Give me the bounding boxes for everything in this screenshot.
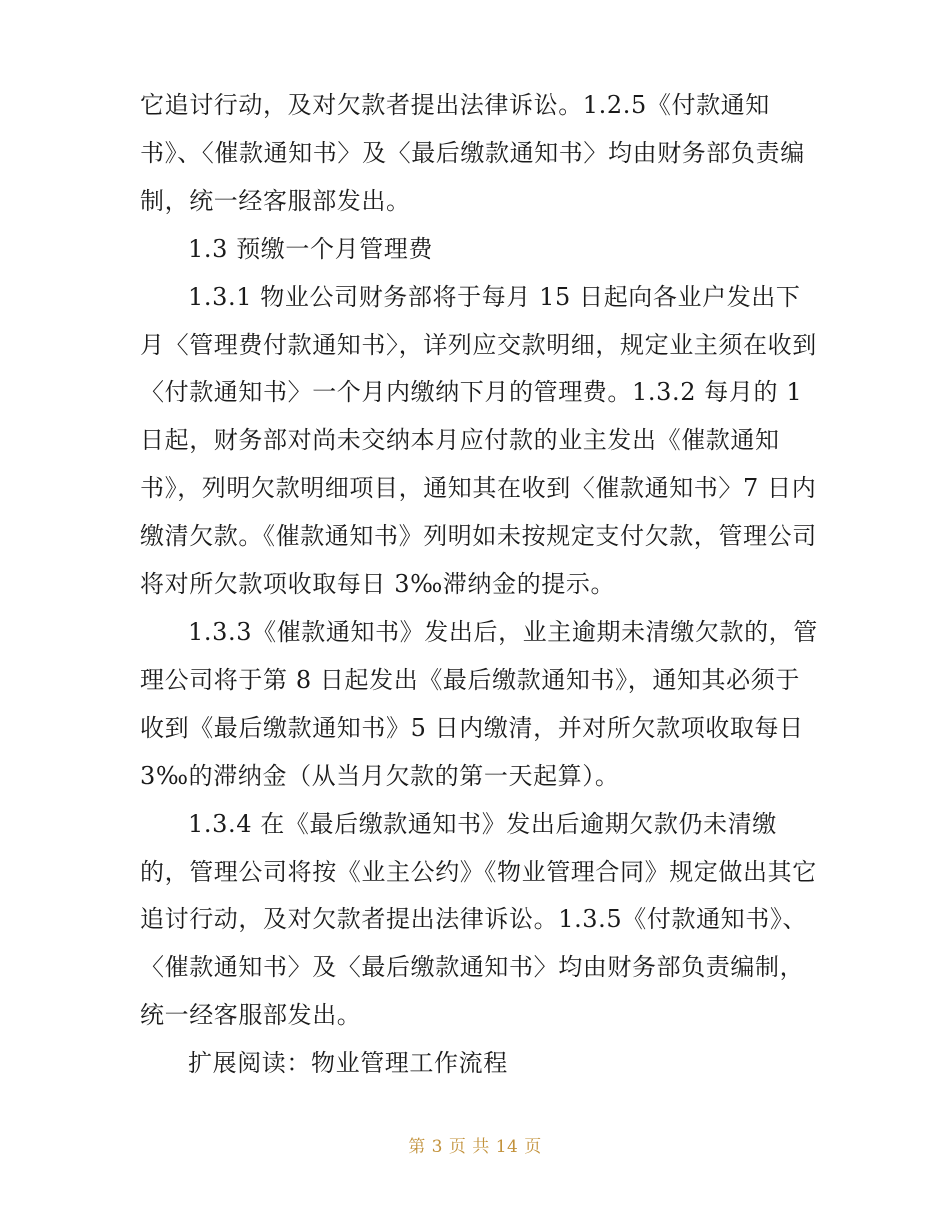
paragraph-1-3-3: 1.3.3《催款通知书》发出后，业主逾期未清缴欠款的，管理公司将于第 8 日起发出《最后缴款通知书》，通知其必须于收到《最后缴款通知书》5 日内缴清，并对所欠款项收取每日 3‰的滞纳金（从当月欠款的第一天起算）。 — [140, 617, 818, 790]
paragraph-continuation: 它追讨行动，及对欠款者提出法律诉讼。1.2.5《付款通知书》、〈催款通知书〉及〈最后缴款通知书〉均由财务部负责编制，统一经客服部发出。 — [140, 91, 805, 215]
paragraph-1-3-4: 1.3.4 在《最后缴款通知书》发出后逾期欠款仍未清缴的，管理公司将按《业主公约》《物业管理合同》规定做出其它追讨行动，及对欠款者提出法律诉讼。1.3.5《付款通知书》、〈催款通知书〉及〈最后缴款通知书〉均由财务部负责编制，统一经客服部发出。 — [140, 809, 817, 1030]
extended-reading-line: 扩展阅读：物业管理工作流程 — [188, 1049, 508, 1078]
paragraph-1-3-1: 1.3.1 物业公司财务部将于每月 15 日起向各业户发出下月〈管理费付款通知书〉，详列应交款明细，规定业主须在收到〈付款通知书〉一个月内缴纳下月的管理费。1.3.2 每月的 1 日起，财务部对尚未交纳本月应付款的业主发出《催款通知书》，列明欠款明细项目，通知其在收到〈催款通知书〉7 日内缴清欠款。《催款通知书》列明如未按规定支付欠款，管理公司将对所欠款项收取每日 3‰滞纳金的提示。 — [140, 282, 817, 599]
document-body — [140, 82, 820, 1088]
page-footer: 第 3 页 共 14 页 — [408, 1137, 542, 1157]
section-heading-1-3: 1.3 预缴一个月管理费 — [188, 234, 433, 263]
